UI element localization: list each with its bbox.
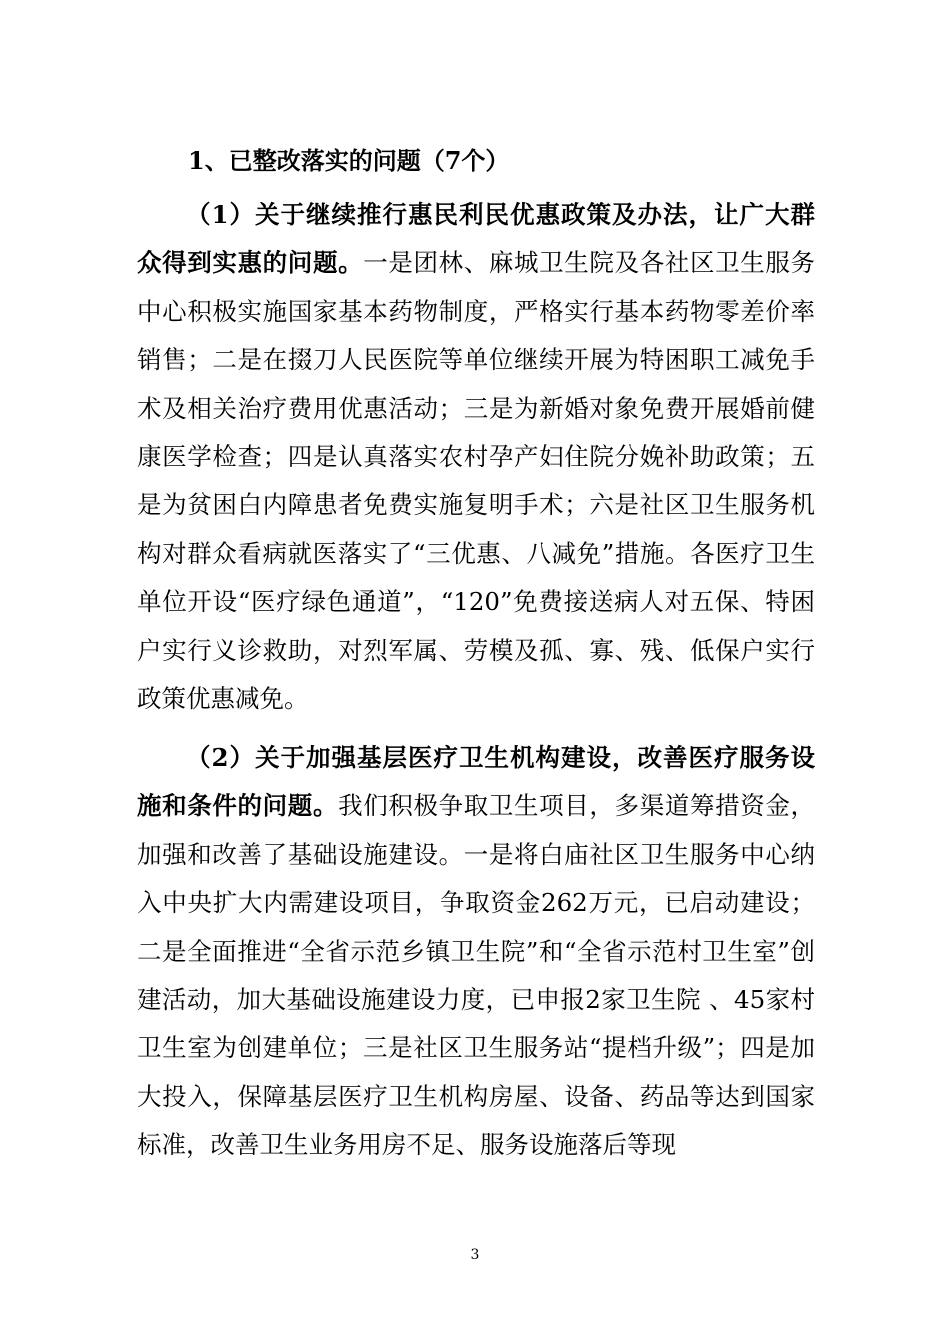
paragraph-1-body: 一是团林、麻城卫生院及各社区卫生服务中心积极实施国家基本药物制度，严格实行基本药物零差价率销售；二是在掇刀人民医院等单位继续开展为特困职工减免手术及相关治疗费用优惠活动；三是为新婚对象免费开展婚前健康医学检查；四是认真落实农村孕产妇住院分娩补助政策；五是为贫困白内障患者免费实施复明手术；六是社区卫生服务机构对群众看病就医落实了“三优惠、八减免”措施。各医疗卫生单位开设“医疗绿色通道”，“120”免费接送病人对五保、特困户实行义诊救助，对烈军属、劳模及孤、寡、残、低保户实行政策优惠减免。: [137, 248, 816, 714]
page-number: 3: [470, 1247, 480, 1263]
section-heading: 1、已整改落实的问题（7个）: [188, 146, 510, 175]
paragraph-1: [137, 191, 815, 723]
paragraph-2-body: 我们积极争取卫生项目，多渠道筹措资金，加强和改善了基础设施建设。一是将白庙社区卫生服务中心纳入中央扩大内需建设项目，争取资金262万元，已启动建设；二是全面推进“全省示范乡镇卫生院”和“全省示范村卫生室”创建活动，加大基础设施建设力度，已申报2家卫生院 、45家村卫生室为创建单位；三是社区卫生服务站“提档升级”；四是加大投入，保障基层医疗卫生机构房屋、设备、药品等达到国家标准，改善卫生业务用房不足、服务设施落后等现: [137, 791, 815, 1160]
paragraph-2: [137, 734, 815, 1170]
paragraph-2-lead: （2）关于加强基层医疗卫生机构建设，改善医疗服务设施和条件的问题。: [137, 743, 815, 821]
paragraph-1-lead: （1）关于继续推行惠民利民优惠政策及办法，让广大群众得到实惠的问题。: [137, 200, 815, 278]
